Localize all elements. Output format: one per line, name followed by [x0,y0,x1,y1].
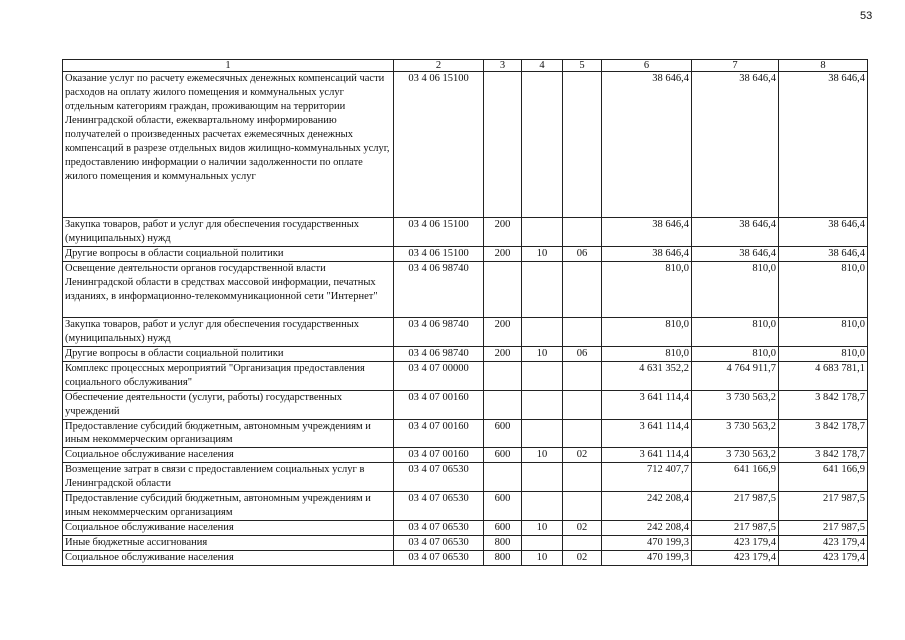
row-col-7: 3 730 563,2 [692,448,779,463]
row-col-8: 641 166,9 [779,463,868,492]
row-name: Закупка товаров, работ и услуг для обеспечения государственных (муниципальных) нужд [63,218,394,247]
row-col-5: 02 [563,448,602,463]
row-code: 03 4 06 15100 [394,72,484,218]
row-col-6: 3 641 114,4 [602,390,692,419]
page-number: 53 [860,10,873,22]
row-name: Социальное обслуживание населения [63,448,394,463]
row-name: Освещение деятельности органов государственной власти Ленинградской области в средствах массовой информации, печатных изданиях, в информационно-телекоммуникационной сети "Интернет" [63,261,394,317]
row-col-5: 02 [563,521,602,536]
row-code: 03 4 07 06530 [394,551,484,566]
header-col-1: 1 [63,60,394,72]
row-col-5: 02 [563,551,602,566]
table-row [63,448,868,463]
row-col-7: 38 646,4 [692,246,779,261]
row-col-4 [522,72,563,218]
row-col-8: 217 987,5 [779,492,868,521]
row-col-4: 10 [522,346,563,361]
table-row [63,72,868,218]
row-col-3: 800 [484,551,522,566]
table-row [63,361,868,390]
row-col-5 [563,72,602,218]
row-name: Социальное обслуживание населения [63,551,394,566]
row-col-3 [484,261,522,317]
row-col-3: 200 [484,218,522,247]
header-col-3: 3 [484,60,522,72]
row-col-5 [563,390,602,419]
row-col-4 [522,463,563,492]
row-col-6: 38 646,4 [602,246,692,261]
row-code: 03 4 07 06530 [394,521,484,536]
header-col-2: 2 [394,60,484,72]
row-col-7: 217 987,5 [692,492,779,521]
row-col-6: 3 641 114,4 [602,448,692,463]
row-name: Комплекс процессных мероприятий "Организация предоставления социального обслуживания" [63,361,394,390]
table-row [63,246,868,261]
row-col-3 [484,72,522,218]
row-col-3: 600 [484,492,522,521]
row-col-3: 600 [484,448,522,463]
row-col-7: 641 166,9 [692,463,779,492]
row-col-6: 4 631 352,2 [602,361,692,390]
row-name: Социальное обслуживание населения [63,521,394,536]
row-col-8: 38 646,4 [779,246,868,261]
row-col-5 [563,492,602,521]
row-col-7: 423 179,4 [692,551,779,566]
header-row [63,60,868,72]
row-code: 03 4 07 00000 [394,361,484,390]
row-col-4 [522,419,563,448]
row-col-4: 10 [522,448,563,463]
header-col-8: 8 [779,60,868,72]
row-col-3: 600 [484,521,522,536]
row-col-7: 3 730 563,2 [692,419,779,448]
table-row [63,261,868,317]
row-col-5 [563,361,602,390]
row-col-3: 600 [484,419,522,448]
row-col-8: 3 842 178,7 [779,448,868,463]
row-col-5 [563,261,602,317]
row-col-4: 10 [522,551,563,566]
row-col-3: 200 [484,317,522,346]
header-col-4: 4 [522,60,563,72]
row-col-3 [484,361,522,390]
row-col-6: 810,0 [602,261,692,317]
row-col-4 [522,261,563,317]
row-col-5 [563,419,602,448]
row-col-4 [522,361,563,390]
row-code: 03 4 07 00160 [394,448,484,463]
row-col-5 [563,317,602,346]
row-col-5 [563,218,602,247]
row-col-7: 810,0 [692,346,779,361]
row-col-8: 423 179,4 [779,551,868,566]
row-col-8: 4 683 781,1 [779,361,868,390]
row-col-4 [522,492,563,521]
row-name: Другие вопросы в области социальной политики [63,346,394,361]
row-col-7: 38 646,4 [692,218,779,247]
row-col-8: 810,0 [779,346,868,361]
row-col-8: 810,0 [779,317,868,346]
row-col-7: 810,0 [692,317,779,346]
row-code: 03 4 06 98740 [394,261,484,317]
row-col-8: 3 842 178,7 [779,419,868,448]
table-row [63,521,868,536]
row-col-6: 470 199,3 [602,551,692,566]
row-col-7: 217 987,5 [692,521,779,536]
table-row [63,463,868,492]
row-code: 03 4 06 15100 [394,246,484,261]
row-name: Предоставление субсидий бюджетным, автономным учреждениям и иным некоммерческим организациям [63,419,394,448]
header-col-5: 5 [563,60,602,72]
row-code: 03 4 06 98740 [394,317,484,346]
row-col-4 [522,536,563,551]
row-col-6: 470 199,3 [602,536,692,551]
row-code: 03 4 07 06530 [394,536,484,551]
row-col-5: 06 [563,346,602,361]
row-col-4 [522,390,563,419]
row-code: 03 4 06 98740 [394,346,484,361]
table-row [63,317,868,346]
row-col-6: 712 407,7 [602,463,692,492]
table-row [63,419,868,448]
row-col-8: 3 842 178,7 [779,390,868,419]
row-name: Предоставление субсидий бюджетным, автономным учреждениям и иным некоммерческим организациям [63,492,394,521]
header-col-7: 7 [692,60,779,72]
row-col-7: 3 730 563,2 [692,390,779,419]
row-name: Иные бюджетные ассигнования [63,536,394,551]
row-col-4: 10 [522,521,563,536]
table-row [63,390,868,419]
row-col-4 [522,218,563,247]
row-name: Закупка товаров, работ и услуг для обеспечения государственных (муниципальных) нужд [63,317,394,346]
row-name: Оказание услуг по расчету ежемесячных денежных компенсаций части расходов на оплату жилого помещения и коммунальных услуг отдельным категориям граждан, проживающим на территории Ленинградской области, ежеквартальному информированию получателей о произведенных расчетах ежемесячных денежных компенсаций в разрезе отдельных видов жилищно-коммунальных услуг, предоставлению информации о наличии задолженности по оплате жилого помещения и коммунальных услуг [63,72,394,218]
row-col-3: 200 [484,246,522,261]
row-col-8: 810,0 [779,261,868,317]
row-col-5 [563,463,602,492]
row-col-3 [484,390,522,419]
table-row [63,536,868,551]
row-col-7: 38 646,4 [692,72,779,218]
row-col-3 [484,463,522,492]
row-col-6: 810,0 [602,317,692,346]
row-col-7: 810,0 [692,261,779,317]
row-code: 03 4 07 00160 [394,419,484,448]
table-body [63,72,868,566]
row-col-6: 3 641 114,4 [602,419,692,448]
row-code: 03 4 07 00160 [394,390,484,419]
table-row [63,218,868,247]
table-row [63,492,868,521]
row-col-6: 810,0 [602,346,692,361]
row-col-8: 38 646,4 [779,72,868,218]
row-col-3: 200 [484,346,522,361]
row-col-8: 423 179,4 [779,536,868,551]
row-col-4 [522,317,563,346]
row-col-8: 217 987,5 [779,521,868,536]
row-col-6: 242 208,4 [602,521,692,536]
row-code: 03 4 07 06530 [394,463,484,492]
row-col-5 [563,536,602,551]
row-name: Возмещение затрат в связи с предоставлением социальных услуг в Ленинградской области [63,463,394,492]
row-name: Обеспечение деятельности (услуги, работы) государственных учреждений [63,390,394,419]
row-col-6: 38 646,4 [602,72,692,218]
row-col-8: 38 646,4 [779,218,868,247]
row-name: Другие вопросы в области социальной политики [63,246,394,261]
row-col-7: 4 764 911,7 [692,361,779,390]
row-col-6: 242 208,4 [602,492,692,521]
row-col-3: 800 [484,536,522,551]
row-col-4: 10 [522,246,563,261]
header-col-6: 6 [602,60,692,72]
row-col-5: 06 [563,246,602,261]
row-code: 03 4 06 15100 [394,218,484,247]
table-row [63,346,868,361]
row-col-7: 423 179,4 [692,536,779,551]
table-row [63,551,868,566]
budget-table [62,59,868,566]
row-col-6: 38 646,4 [602,218,692,247]
row-code: 03 4 07 06530 [394,492,484,521]
